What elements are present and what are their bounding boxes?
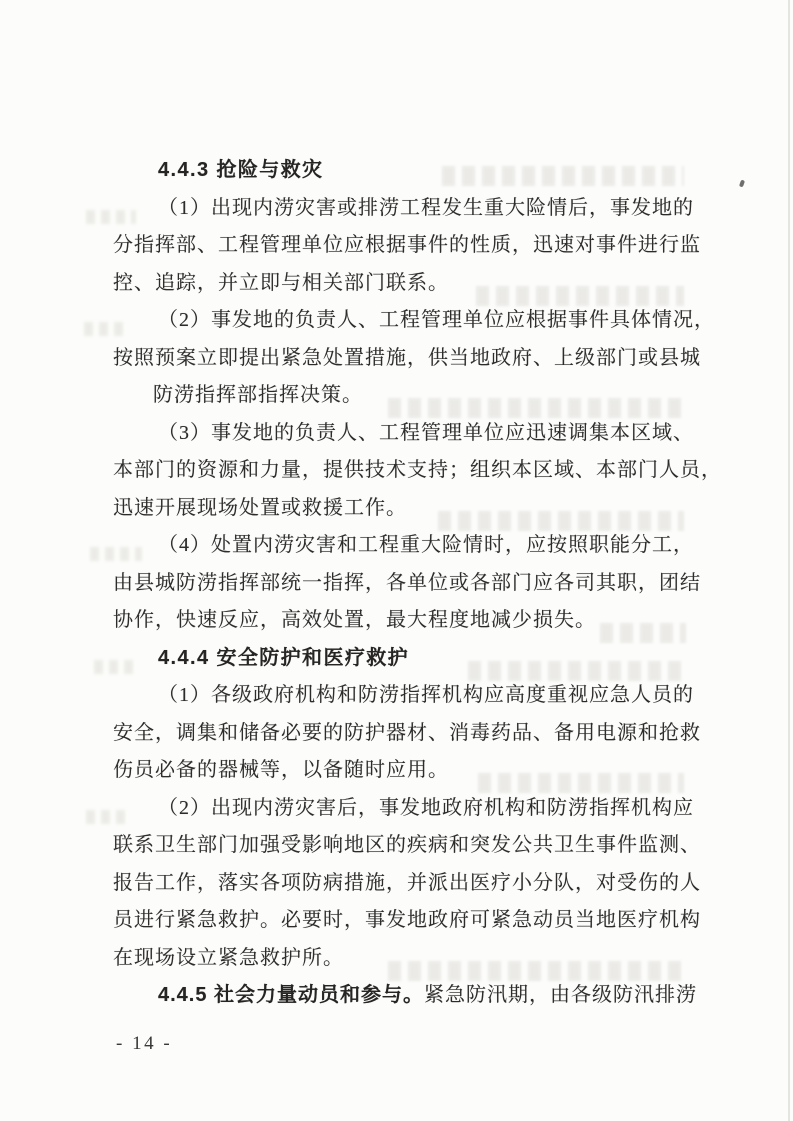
text-run: 紧急防汛期，由各级防汛排涝 [424,984,698,1006]
text-line: 分指挥部、工程管理单位应根据事件的性质，迅速对事件进行监 [113,234,701,256]
text-line: 控、追踪，并立即与相关部门联系。 [113,271,449,294]
text-line: 在现场设立紧急救护所。 [113,946,344,969]
text-line: （3）事发地的负责人、工程管理单位应迅速调集本区域、 [158,421,694,444]
text-line: （1）出现内涝灾害或排涝工程发生重大险情后，事发地的 [158,196,694,219]
scan-speck [739,180,745,188]
text-line: 报告工作，落实各项防病措施，并派出医疗小分队，对受伤的人 [113,871,701,894]
text-line: 防涝指挥部指挥决策。 [153,384,363,406]
document-body [113,152,722,1015]
text-line: 迅速开展现场处置或救援工作。 [113,496,407,519]
page-number: - 14 - [116,1033,173,1054]
section-heading-4-4-5: 4.4.5 社会力量动员和参与。 [158,984,425,1006]
text-line: 按照预案立即提出紧急处置措施，供当地政府、上级部门或县城 [113,346,701,369]
text-line: 联系卫生部门加强受影响地区的疾病和突发公共卫生事件监测、 [113,834,701,856]
text-line: 本部门的资源和力量，提供技术支持；组织本区域、本部门人员， [113,459,722,481]
text-line: 伤员必备的器械等，以备随时应用。 [113,759,449,781]
text-line: （2）事发地的负责人、工程管理单位应根据事件具体情况， [158,309,715,331]
text-line: （2）出现内涝灾害后，事发地政府机构和防涝指挥机构应 [158,796,694,819]
text-line: （1）各级政府机构和防涝指挥机构应高度重视应急人员的 [158,684,694,706]
text-line: 安全，调集和储备必要的防护器材、消毒药品、备用电源和抢救 [113,721,701,744]
scan-edge-line [788,0,790,1121]
section-heading-4-4-3: 4.4.3 抢险与救灾 [158,159,324,181]
text-line: （4）处置内涝灾害和工程重大险情时，应按照职能分工， [158,534,694,556]
text-line: 员进行紧急救护。必要时，事发地政府可紧急动员当地医疗机构 [113,909,701,931]
section-heading-4-4-4: 4.4.4 安全防护和医疗救护 [158,646,410,669]
section-heading-4-4-5-line [113,977,713,1015]
text-line: 协作，快速反应，高效处置，最大程度地减少损失。 [113,609,596,631]
text-line: 由县城防涝指挥部统一指挥，各单位或各部门应各司其职，团结 [113,571,701,594]
